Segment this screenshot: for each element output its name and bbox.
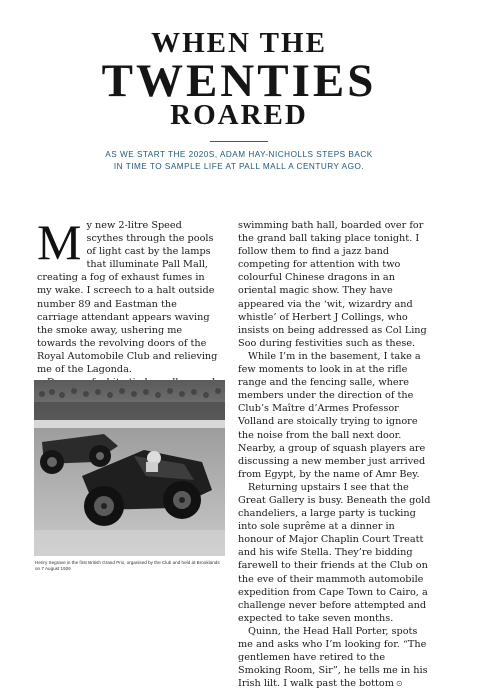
paragraph (238, 625, 431, 690)
photo-illustration (34, 380, 225, 556)
subtitle-line-1: AS WE START THE 2020S, ADAM HAY-NICHOLLS STEPS BACK (105, 150, 373, 159)
drop-cap: M (37, 214, 82, 270)
photo-caption: Henry Segrave in the first British Grand Prix, organised by the Club and held at Brooklands on 7 August 1926 (35, 560, 220, 571)
paragraph (37, 214, 221, 376)
subtitle (100, 149, 378, 173)
race-car-photo (34, 380, 225, 556)
paragraph: Returning upstairs I see that the Great Gallery is busy. Beneath the gold chandeliers, a large party is tucking into sole suprême at a dinner in honour of Major Chaplin Court Treatt and his wife Stella. They’re bidding farewell to their friends at the Club on the eve of their mammoth automobile expedition from Cape Town to Cairo, a challenge never before attempted and expected to take seven months. (238, 481, 431, 624)
article-column-2 (238, 219, 431, 690)
paragraph-text: Quinn, the Head Hall Porter, spots me and asks who I’m looking for. “The gentlemen have retired to the Smoking Room, Sir”, he tells me in his Irish lilt. I walk past the bottom (238, 625, 428, 690)
title-line-1: WHEN THE (151, 27, 327, 59)
paragraph: swimming bath hall, boarded over for the grand ball taking place tonight. I follow them to find a jazz band competing for attention with two colourful Chinese dragons in an oriental magic show. They have appeared via the ‘wit, wizardry and whistle’ of Herbert J Collings, who insists on being addressed as Col Ling Soo during festivities such as these. (238, 220, 427, 349)
subtitle-line-2: IN TIME TO SAMPLE LIFE AT PALL MALL A CENTURY AGO. (113, 162, 365, 171)
paragraph-text: y new 2-litre Speed scythes through the pools of light cast by the lamps that illuminate Pall Mall, creating a fog of exhaust fumes in my wake. I screech to a halt outside number 89 and Eastman the carriage attendant appears waving the smoke away, ushering me towards the revolving doors of the Royal Automobile Club and relieving me of the Lagonda. (37, 220, 218, 376)
title-line-3: ROARED (170, 99, 308, 131)
title-line-2: TWENTIES (101, 55, 377, 107)
paragraph: While I’m in the basement, I take a few moments to look in at the rifle range and the fencing salle, where members under the direction of the Club’s Maître d’Armes Professor Volland are stoically trying to ignore the noise from the ball next door. Nearby, a group of squash players are discussing a new member just arrived from Egypt, by the name of Amr Bey. (238, 350, 426, 480)
track-dust (34, 530, 225, 556)
continue-icon: ⊙ (395, 679, 403, 689)
barrier (34, 420, 225, 428)
title-rule (210, 141, 268, 142)
